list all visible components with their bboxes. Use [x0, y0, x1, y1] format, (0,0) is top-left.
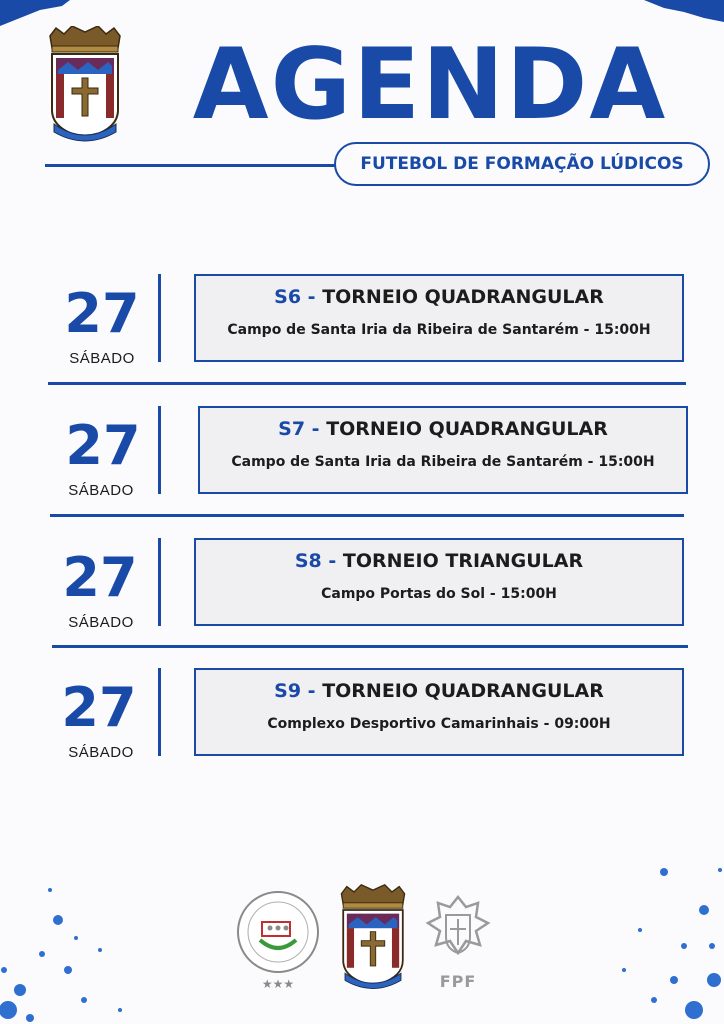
event-day-number: 27 [65, 414, 141, 477]
event-name: TORNEIO TRIANGULAR [342, 550, 584, 572]
event-card [194, 668, 684, 756]
event-code: S7 - [278, 418, 320, 440]
event-title [196, 286, 682, 308]
certification-seal-icon [232, 880, 324, 996]
event-title [196, 550, 682, 572]
event-row [0, 538, 724, 638]
row-separator [48, 382, 686, 385]
row-separator [52, 645, 688, 648]
event-name: TORNEIO QUADRANGULAR [322, 680, 604, 702]
event-location-time: Campo de Santa Iria da Ribeira de Santarém - 15:00H [231, 454, 655, 470]
fpf-label: FPF [439, 972, 477, 991]
paint-splash-top-right [624, 0, 724, 30]
event-weekday: SÁBADO [68, 744, 134, 761]
club-crest-footer-icon [336, 880, 410, 996]
event-card [194, 274, 684, 362]
subtitle-badge: FUTEBOL DE FORMAÇÃO LÚDICOS [334, 142, 710, 186]
club-crest-icon [44, 26, 126, 144]
event-code: S9 - [274, 680, 316, 702]
event-code: S6 - [274, 286, 316, 308]
event-location-time: Campo Portas do Sol - 15:00H [321, 586, 557, 602]
event-row [0, 406, 724, 506]
event-row [0, 668, 724, 768]
event-row [0, 274, 724, 374]
event-location-time: Campo de Santa Iria da Ribeira de Santarém - 15:00H [227, 322, 651, 338]
paint-splash-bottom-left [0, 850, 170, 1024]
event-card [198, 406, 688, 494]
event-title [200, 418, 686, 440]
event-name: TORNEIO QUADRANGULAR [322, 286, 604, 308]
event-weekday: SÁBADO [69, 350, 135, 367]
event-code: S8 - [294, 550, 337, 572]
row-separator [50, 514, 684, 517]
event-name: TORNEIO QUADRANGULAR [326, 418, 608, 440]
event-day-number: 27 [61, 676, 137, 739]
row-divider-vertical [158, 274, 161, 362]
event-weekday: SÁBADO [68, 614, 134, 631]
subtitle-divider [45, 164, 337, 167]
event-location-time: Complexo Desportivo Camarinhais - 09:00H [267, 716, 611, 732]
event-day-number: 27 [62, 546, 138, 609]
page-title: AGENDA [192, 28, 668, 142]
event-day-number: 27 [64, 282, 140, 345]
row-divider-vertical [158, 406, 161, 494]
event-card [194, 538, 684, 626]
row-divider-vertical [158, 668, 161, 756]
event-weekday: SÁBADO [68, 482, 134, 499]
row-divider-vertical [158, 538, 161, 626]
event-title [196, 680, 682, 702]
paint-splash-bottom-right [594, 850, 724, 1024]
cert-stars: ★★★ [261, 977, 295, 991]
